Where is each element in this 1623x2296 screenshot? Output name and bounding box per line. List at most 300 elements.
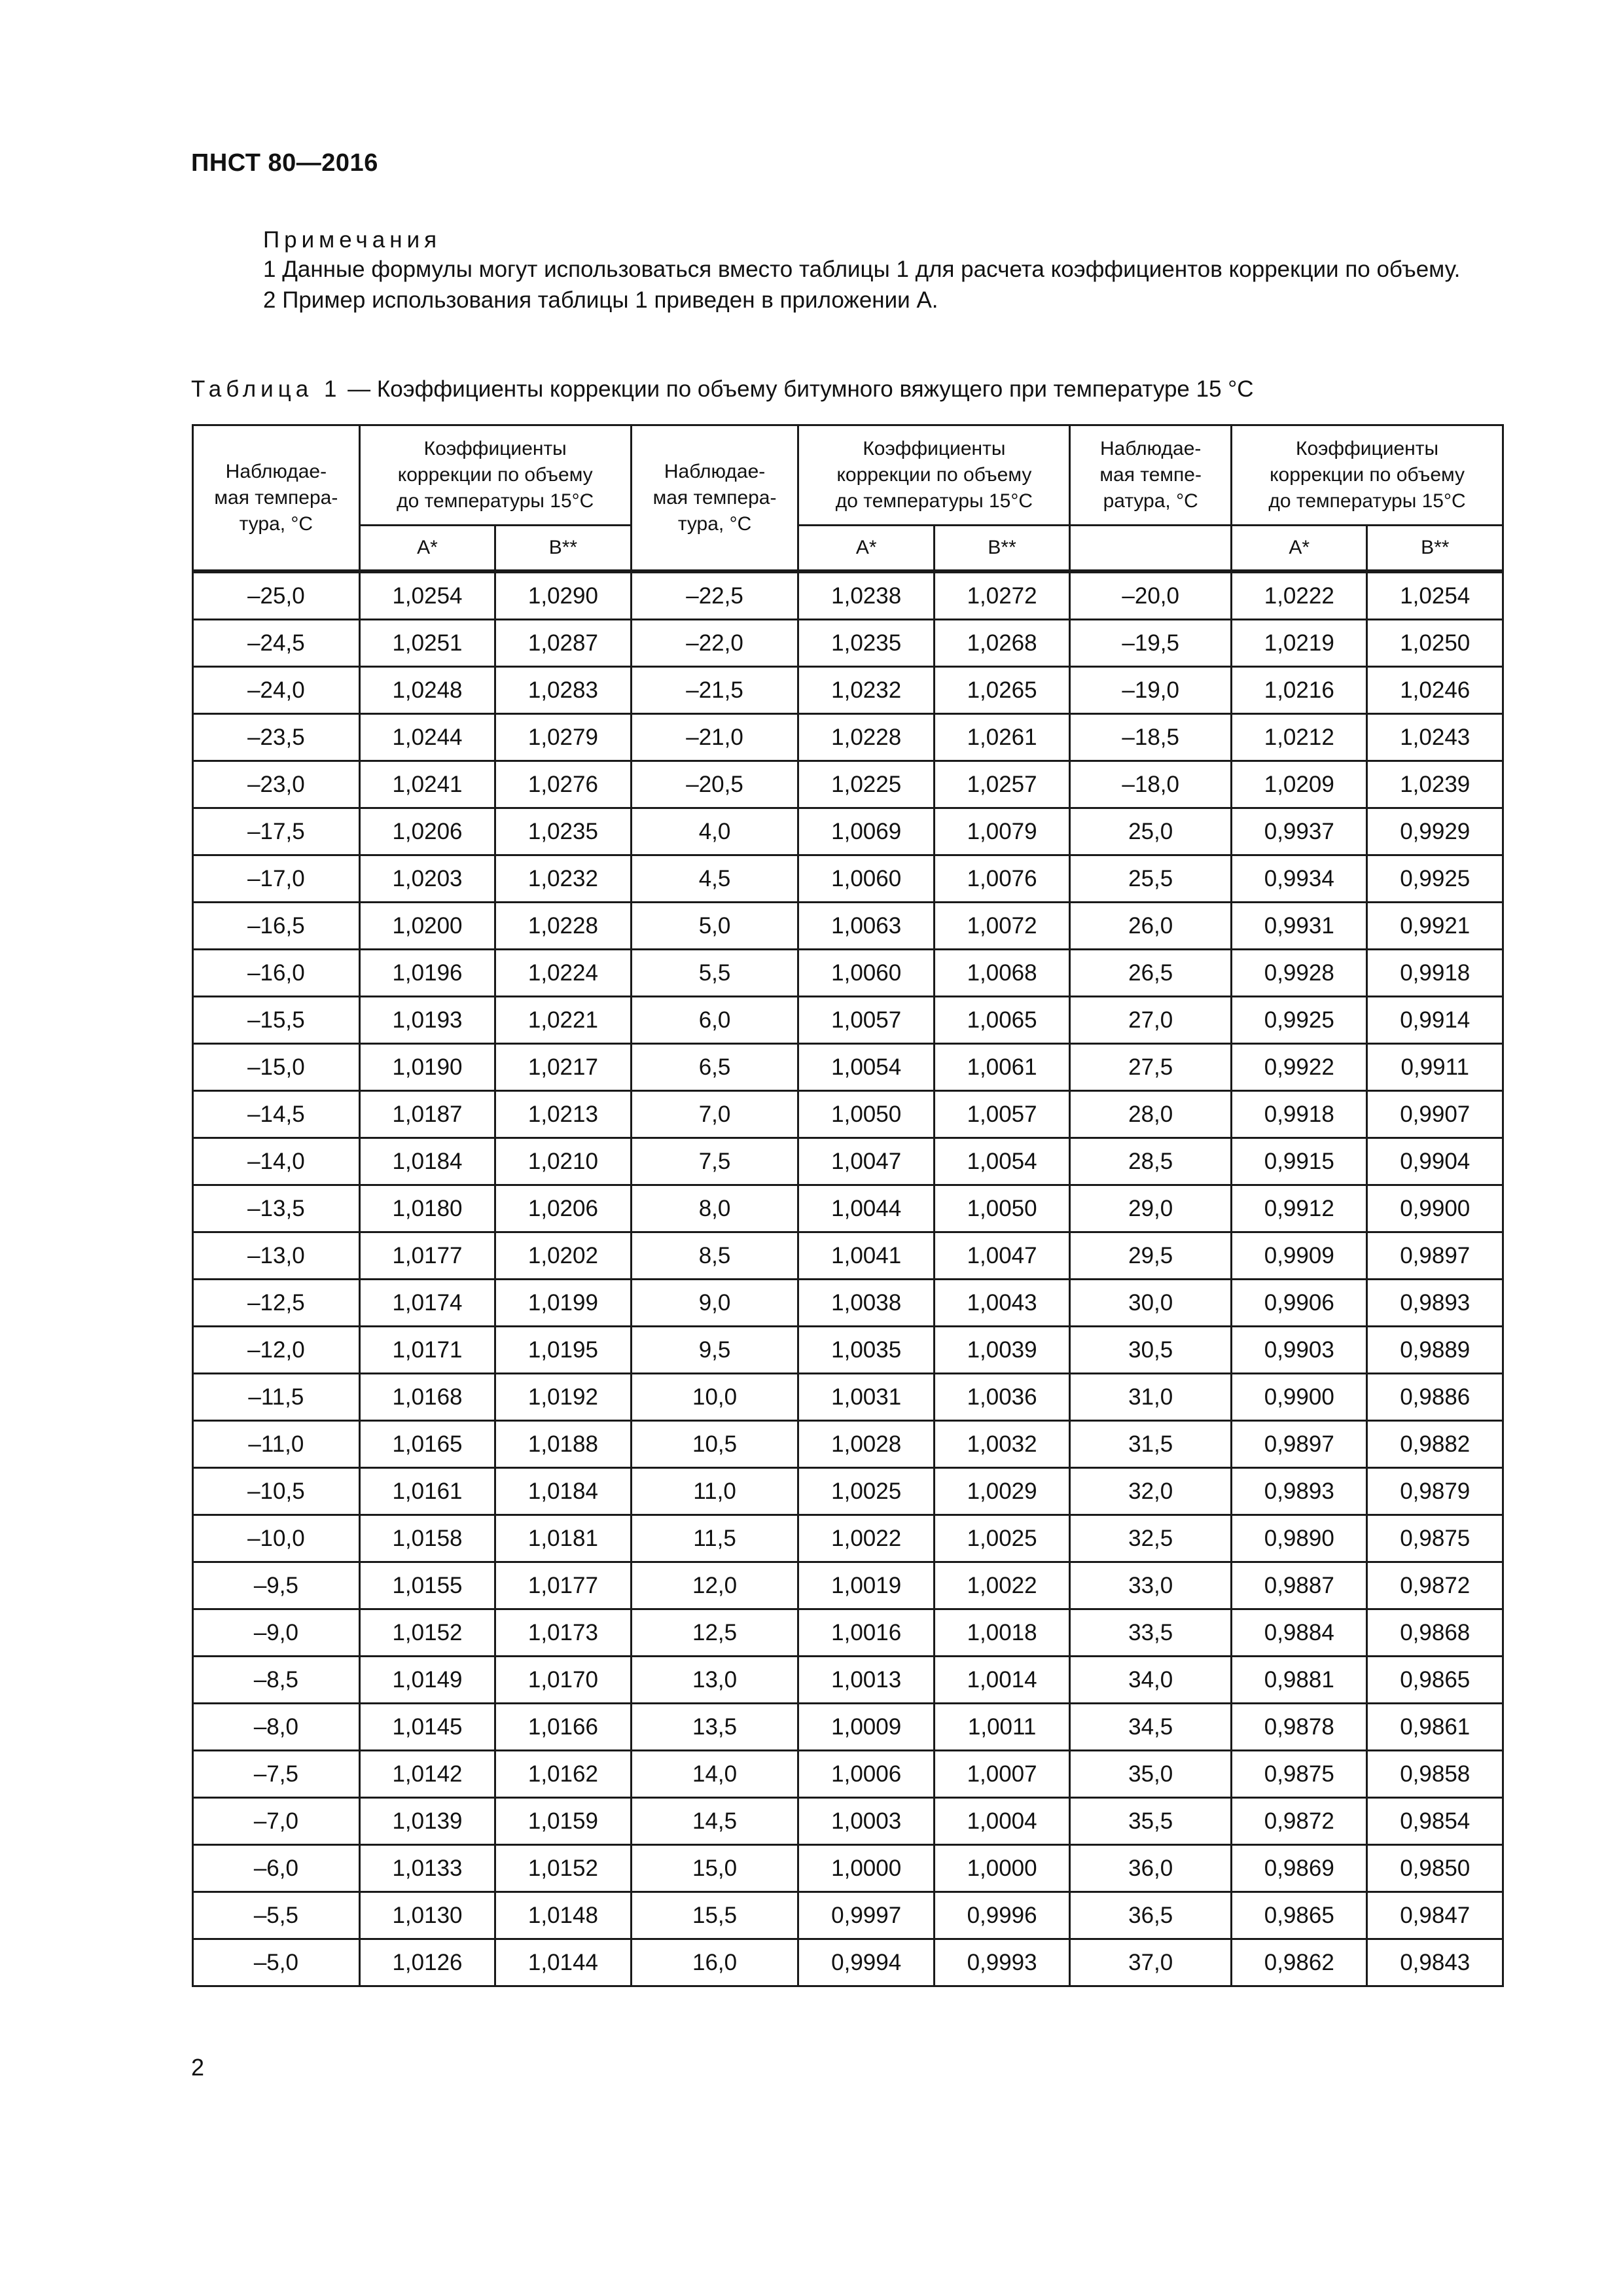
table-cell: 1,0028 — [798, 1421, 934, 1468]
table-cell: 36,0 — [1070, 1845, 1232, 1892]
table-cell: 0,9865 — [1367, 1657, 1503, 1704]
table-cell: 34,0 — [1070, 1657, 1232, 1704]
table-cell: 1,0190 — [359, 1044, 495, 1091]
table-cell: 12,5 — [631, 1609, 798, 1657]
table-caption-text: — Коэффициенты коррекции по объему битумного вяжущего при температуре 15 °С — [341, 376, 1254, 402]
table-cell: 35,5 — [1070, 1798, 1232, 1845]
table-cell: 1,0139 — [359, 1798, 495, 1845]
table-row — [193, 1704, 1503, 1751]
table-cell: –11,5 — [193, 1374, 360, 1421]
table-cell: 1,0213 — [495, 1091, 631, 1138]
table-cell: 29,5 — [1070, 1232, 1232, 1280]
table-cell: –22,0 — [631, 620, 798, 667]
table-row — [193, 1939, 1503, 1986]
table-row — [193, 1515, 1503, 1562]
table-cell: 1,0063 — [798, 903, 934, 950]
table-cell: 1,0029 — [934, 1468, 1069, 1515]
table-cell: 0,9929 — [1367, 808, 1503, 855]
table-row — [193, 1892, 1503, 1939]
table-cell: 1,0232 — [798, 667, 934, 714]
table-cell: 1,0035 — [798, 1327, 934, 1374]
table-cell: –19,5 — [1070, 620, 1232, 667]
table-cell: 1,0181 — [495, 1515, 631, 1562]
table-cell: 1,0196 — [359, 950, 495, 997]
table-cell: 16,0 — [631, 1939, 798, 1986]
table-cell: –23,0 — [193, 761, 360, 808]
table-cell: 1,0149 — [359, 1657, 495, 1704]
table-cell: –8,5 — [193, 1657, 360, 1704]
table-cell: 6,5 — [631, 1044, 798, 1091]
table-cell: 9,5 — [631, 1327, 798, 1374]
table-cell: 0,9854 — [1367, 1798, 1503, 1845]
table-cell: 0,9869 — [1232, 1845, 1367, 1892]
notes-title: Примечания — [263, 227, 442, 253]
table-cell: 25,5 — [1070, 855, 1232, 903]
table-cell: 0,9881 — [1232, 1657, 1367, 1704]
table-cell: –8,0 — [193, 1704, 360, 1751]
table-cell: 0,9887 — [1232, 1562, 1367, 1609]
table-cell: 14,0 — [631, 1751, 798, 1798]
table-row — [193, 1091, 1503, 1138]
table-cell: –9,5 — [193, 1562, 360, 1609]
table-cell: –17,5 — [193, 808, 360, 855]
table-cell: 1,0039 — [934, 1327, 1069, 1374]
table-cell: 0,9922 — [1232, 1044, 1367, 1091]
table-cell: –21,5 — [631, 667, 798, 714]
table-cell: 1,0238 — [798, 571, 934, 620]
table-cell: 1,0206 — [359, 808, 495, 855]
table-cell: 1,0047 — [798, 1138, 934, 1185]
table-cell: 0,9900 — [1232, 1374, 1367, 1421]
table-cell: –24,5 — [193, 620, 360, 667]
table-cell: 0,9850 — [1367, 1845, 1503, 1892]
table-cell: 1,0025 — [798, 1468, 934, 1515]
table-cell: –20,5 — [631, 761, 798, 808]
table-cell: 1,0250 — [1367, 620, 1503, 667]
table-row — [193, 808, 1503, 855]
table-cell: 1,0152 — [359, 1609, 495, 1657]
table-cell: 0,9996 — [934, 1892, 1069, 1939]
table-cell: 1,0228 — [798, 714, 934, 761]
table-cell: 1,0287 — [495, 620, 631, 667]
table-cell: –13,5 — [193, 1185, 360, 1232]
table-row — [193, 1609, 1503, 1657]
table-cell: 4,0 — [631, 808, 798, 855]
table-cell: 1,0217 — [495, 1044, 631, 1091]
table-cell: 25,0 — [1070, 808, 1232, 855]
table-cell: 1,0031 — [798, 1374, 934, 1421]
table-cell: 33,5 — [1070, 1609, 1232, 1657]
table-row — [193, 1232, 1503, 1280]
table-cell: 0,9879 — [1367, 1468, 1503, 1515]
table-cell: 0,9893 — [1367, 1280, 1503, 1327]
table-cell: 1,0022 — [798, 1515, 934, 1562]
table-cell: 11,5 — [631, 1515, 798, 1562]
table-cell: 1,0193 — [359, 997, 495, 1044]
table-cell: 0,9889 — [1367, 1327, 1503, 1374]
table-cell: 0,9872 — [1367, 1562, 1503, 1609]
table-cell: 1,0276 — [495, 761, 631, 808]
table-cell: 13,5 — [631, 1704, 798, 1751]
table-cell: 1,0225 — [798, 761, 934, 808]
table-cell: 1,0072 — [934, 903, 1069, 950]
table-cell: 1,0171 — [359, 1327, 495, 1374]
table-cell: 1,0188 — [495, 1421, 631, 1468]
table-cell: –5,5 — [193, 1892, 360, 1939]
table-cell: 30,5 — [1070, 1327, 1232, 1374]
table-cell: 0,9878 — [1232, 1704, 1367, 1751]
table-cell: 6,0 — [631, 997, 798, 1044]
table-cell: 0,9843 — [1367, 1939, 1503, 1986]
table-cell: 0,9918 — [1232, 1091, 1367, 1138]
table-cell: 34,5 — [1070, 1704, 1232, 1751]
table-cell: 5,5 — [631, 950, 798, 997]
table-cell: 1,0184 — [359, 1138, 495, 1185]
table-cell: 1,0000 — [798, 1845, 934, 1892]
table-cell: 30,0 — [1070, 1280, 1232, 1327]
table-cell: 0,9858 — [1367, 1751, 1503, 1798]
table-cell: 0,9997 — [798, 1892, 934, 1939]
table-cell: 1,0145 — [359, 1704, 495, 1751]
table-cell: –10,5 — [193, 1468, 360, 1515]
table-cell: 0,9862 — [1232, 1939, 1367, 1986]
table-cell: 1,0254 — [359, 571, 495, 620]
table-cell: 1,0232 — [495, 855, 631, 903]
table-cell: 1,0133 — [359, 1845, 495, 1892]
table-cell: –19,0 — [1070, 667, 1232, 714]
table-cell: 1,0165 — [359, 1421, 495, 1468]
table-cell: 1,0261 — [934, 714, 1069, 761]
table-cell: 0,9865 — [1232, 1892, 1367, 1939]
table-cell: –15,5 — [193, 997, 360, 1044]
table-cell: 0,9931 — [1232, 903, 1367, 950]
table-row — [193, 714, 1503, 761]
table-cell: 1,0054 — [798, 1044, 934, 1091]
table-cell: 1,0177 — [359, 1232, 495, 1280]
table-cell: 1,0032 — [934, 1421, 1069, 1468]
table-cell: 15,0 — [631, 1845, 798, 1892]
table-cell: 1,0050 — [934, 1185, 1069, 1232]
table-cell: 8,0 — [631, 1185, 798, 1232]
table-cell: 1,0069 — [798, 808, 934, 855]
table-cell: 1,0177 — [495, 1562, 631, 1609]
table-cell: 1,0228 — [495, 903, 631, 950]
table-cell: 0,9937 — [1232, 808, 1367, 855]
table-cell: –25,0 — [193, 571, 360, 620]
table-cell: 0,9890 — [1232, 1515, 1367, 1562]
note-1: 1 Данные формулы могут использоваться вместо таблицы 1 для расчета коэффициентов коррекции по объему. — [263, 257, 1461, 282]
table-cell: –14,0 — [193, 1138, 360, 1185]
table-cell: –18,5 — [1070, 714, 1232, 761]
table-cell: 1,0173 — [495, 1609, 631, 1657]
table-cell: 0,9903 — [1232, 1327, 1367, 1374]
table-cell: 1,0038 — [798, 1280, 934, 1327]
table-cell: 0,9861 — [1367, 1704, 1503, 1751]
table-cell: 1,0187 — [359, 1091, 495, 1138]
table-row — [193, 667, 1503, 714]
header-col-b-1: В** — [495, 526, 631, 572]
table-cell: 0,9915 — [1232, 1138, 1367, 1185]
table-cell: 1,0184 — [495, 1468, 631, 1515]
table-cell: 1,0043 — [934, 1280, 1069, 1327]
table-cell: 0,9897 — [1367, 1232, 1503, 1280]
table-cell: –12,0 — [193, 1327, 360, 1374]
table-cell: 0,9906 — [1232, 1280, 1367, 1327]
table-cell: 0,9868 — [1367, 1609, 1503, 1657]
table-cell: 1,0290 — [495, 571, 631, 620]
table-cell: 11,0 — [631, 1468, 798, 1515]
table-cell: 10,5 — [631, 1421, 798, 1468]
table-cell: 1,0006 — [798, 1751, 934, 1798]
page-number: 2 — [191, 2054, 205, 2081]
table-caption — [191, 376, 1254, 403]
table-cell: 1,0007 — [934, 1751, 1069, 1798]
table-cell: –16,5 — [193, 903, 360, 950]
table-cell: 0,9900 — [1367, 1185, 1503, 1232]
header-temperature-3: Наблюдае- мая темпе- ратура, °С — [1070, 425, 1232, 526]
table-cell: 1,0000 — [934, 1845, 1069, 1892]
table-cell: 32,0 — [1070, 1468, 1232, 1515]
table-cell: 29,0 — [1070, 1185, 1232, 1232]
table-cell: 0,9882 — [1367, 1421, 1503, 1468]
table-caption-label: Таблица 1 — [191, 376, 342, 402]
table-cell: 0,9934 — [1232, 855, 1367, 903]
table-cell: 1,0159 — [495, 1798, 631, 1845]
table-cell: 1,0254 — [1367, 571, 1503, 620]
table-cell: 13,0 — [631, 1657, 798, 1704]
header-temperature-3-blank — [1070, 526, 1232, 572]
table-cell: 1,0057 — [798, 997, 934, 1044]
table-cell: 1,0174 — [359, 1280, 495, 1327]
table-cell: –5,0 — [193, 1939, 360, 1986]
table-cell: 1,0161 — [359, 1468, 495, 1515]
table-cell: –13,0 — [193, 1232, 360, 1280]
table-cell: 1,0019 — [798, 1562, 934, 1609]
table-row — [193, 1185, 1503, 1232]
table-cell: 1,0011 — [934, 1704, 1069, 1751]
table-cell: 0,9904 — [1367, 1138, 1503, 1185]
header-col-a-1: А* — [359, 526, 495, 572]
table-cell: –21,0 — [631, 714, 798, 761]
table-cell: 0,9897 — [1232, 1421, 1367, 1468]
table-cell: 0,9907 — [1367, 1091, 1503, 1138]
table-cell: 1,0044 — [798, 1185, 934, 1232]
table-cell: 1,0142 — [359, 1751, 495, 1798]
table-row — [193, 620, 1503, 667]
table-cell: 28,0 — [1070, 1091, 1232, 1138]
table-cell: 0,9872 — [1232, 1798, 1367, 1845]
table-cell: 1,0018 — [934, 1609, 1069, 1657]
table-cell: 1,0251 — [359, 620, 495, 667]
table-row — [193, 1374, 1503, 1421]
table-cell: 10,0 — [631, 1374, 798, 1421]
table-cell: 0,9875 — [1367, 1515, 1503, 1562]
table-cell: 33,0 — [1070, 1562, 1232, 1609]
table-cell: 1,0265 — [934, 667, 1069, 714]
table-cell: 1,0013 — [798, 1657, 934, 1704]
header-coefficients-3: Коэффициенты коррекции по объему до температуры 15°С — [1232, 425, 1503, 526]
table-cell: 1,0195 — [495, 1327, 631, 1374]
table-cell: 15,5 — [631, 1892, 798, 1939]
table-cell: –17,0 — [193, 855, 360, 903]
table-row — [193, 571, 1503, 620]
table-cell: 31,0 — [1070, 1374, 1232, 1421]
table-cell: 7,5 — [631, 1138, 798, 1185]
table-cell: 1,0246 — [1367, 667, 1503, 714]
table-cell: –24,0 — [193, 667, 360, 714]
table-cell: 1,0148 — [495, 1892, 631, 1939]
table-row — [193, 1280, 1503, 1327]
table-cell: 27,0 — [1070, 997, 1232, 1044]
table-cell: 7,0 — [631, 1091, 798, 1138]
table-cell: 1,0025 — [934, 1515, 1069, 1562]
table-cell: 1,0206 — [495, 1185, 631, 1232]
header-coefficients-2: Коэффициенты коррекции по объему до температуры 15°С — [798, 425, 1070, 526]
table-cell: 9,0 — [631, 1280, 798, 1327]
table-cell: 0,9847 — [1367, 1892, 1503, 1939]
table-cell: 1,0257 — [934, 761, 1069, 808]
table-cell: 1,0279 — [495, 714, 631, 761]
table-cell: –10,0 — [193, 1515, 360, 1562]
table-cell: 0,9993 — [934, 1939, 1069, 1986]
table-cell: 1,0158 — [359, 1515, 495, 1562]
table-cell: 1,0022 — [934, 1562, 1069, 1609]
table-cell: 1,0180 — [359, 1185, 495, 1232]
table-row — [193, 1845, 1503, 1892]
header-col-b-3: В** — [1367, 526, 1503, 572]
table-cell: 1,0054 — [934, 1138, 1069, 1185]
table-cell: –7,5 — [193, 1751, 360, 1798]
table-cell: 1,0241 — [359, 761, 495, 808]
table-cell: 1,0283 — [495, 667, 631, 714]
table-cell: 1,0216 — [1232, 667, 1367, 714]
table-cell: 1,0221 — [495, 997, 631, 1044]
table-cell: 1,0212 — [1232, 714, 1367, 761]
header-coefficients-1: Коэффициенты коррекции по объему до температуры 15°С — [359, 425, 631, 526]
table-row — [193, 1421, 1503, 1468]
table-cell: 1,0243 — [1367, 714, 1503, 761]
table-cell: 0,9886 — [1367, 1374, 1503, 1421]
table-cell: 28,5 — [1070, 1138, 1232, 1185]
table-cell: 1,0248 — [359, 667, 495, 714]
table-cell: –16,0 — [193, 950, 360, 997]
table-cell: 1,0155 — [359, 1562, 495, 1609]
table-cell: 1,0235 — [495, 808, 631, 855]
table-cell: –15,0 — [193, 1044, 360, 1091]
table-cell: –18,0 — [1070, 761, 1232, 808]
table-row — [193, 950, 1503, 997]
table-cell: 26,5 — [1070, 950, 1232, 997]
table-cell: 1,0152 — [495, 1845, 631, 1892]
table-cell: 1,0057 — [934, 1091, 1069, 1138]
table-cell: –23,5 — [193, 714, 360, 761]
table-cell: –22,5 — [631, 571, 798, 620]
table-row — [193, 997, 1503, 1044]
header-col-a-3: А* — [1232, 526, 1367, 572]
table-cell: 8,5 — [631, 1232, 798, 1280]
table-cell: 36,5 — [1070, 1892, 1232, 1939]
table-row — [193, 1044, 1503, 1091]
table-cell: 1,0047 — [934, 1232, 1069, 1280]
table-cell: 1,0272 — [934, 571, 1069, 620]
table-cell: 1,0003 — [798, 1798, 934, 1845]
table-row — [193, 855, 1503, 903]
table-row — [193, 1327, 1503, 1374]
table-row — [193, 1657, 1503, 1704]
header-temperature-2: Наблюдае- мая темпера- тура, °С — [631, 425, 798, 572]
table-cell: 1,0004 — [934, 1798, 1069, 1845]
table-cell: 1,0041 — [798, 1232, 934, 1280]
table-row — [193, 761, 1503, 808]
table-cell: 1,0061 — [934, 1044, 1069, 1091]
table-cell: 35,0 — [1070, 1751, 1232, 1798]
table-cell: 0,9875 — [1232, 1751, 1367, 1798]
table-cell: 0,9893 — [1232, 1468, 1367, 1515]
table-cell: 26,0 — [1070, 903, 1232, 950]
table-cell: –20,0 — [1070, 571, 1232, 620]
table-cell: 1,0244 — [359, 714, 495, 761]
table-cell: –14,5 — [193, 1091, 360, 1138]
table-cell: 1,0239 — [1367, 761, 1503, 808]
table-cell: 0,9911 — [1367, 1044, 1503, 1091]
table-cell: 1,0192 — [495, 1374, 631, 1421]
table-cell: 1,0170 — [495, 1657, 631, 1704]
table-cell: 1,0200 — [359, 903, 495, 950]
table-cell: 12,0 — [631, 1562, 798, 1609]
table-row — [193, 1138, 1503, 1185]
table-cell: 31,5 — [1070, 1421, 1232, 1468]
table-cell: 1,0209 — [1232, 761, 1367, 808]
table-cell: 1,0168 — [359, 1374, 495, 1421]
table-cell: –9,0 — [193, 1609, 360, 1657]
table-cell: 1,0016 — [798, 1609, 934, 1657]
table-cell: 1,0162 — [495, 1751, 631, 1798]
notes-block — [191, 225, 1504, 315]
header-temperature-1: Наблюдае- мая темпера- тура, °С — [193, 425, 360, 572]
table-cell: 0,9884 — [1232, 1609, 1367, 1657]
table-cell: 4,5 — [631, 855, 798, 903]
table-cell: 1,0222 — [1232, 571, 1367, 620]
table-cell: 0,9918 — [1367, 950, 1503, 997]
table-cell: 0,9914 — [1367, 997, 1503, 1044]
table-cell: 5,0 — [631, 903, 798, 950]
document-header: ПНСТ 80—2016 — [191, 149, 378, 177]
table-cell: 1,0068 — [934, 950, 1069, 997]
table-cell: 1,0065 — [934, 997, 1069, 1044]
table-cell: –6,0 — [193, 1845, 360, 1892]
table-cell: 0,9912 — [1232, 1185, 1367, 1232]
table-cell: 1,0144 — [495, 1939, 631, 1986]
table-cell: 1,0126 — [359, 1939, 495, 1986]
table-row — [193, 903, 1503, 950]
table-cell: 0,9909 — [1232, 1232, 1367, 1280]
table-cell: 1,0224 — [495, 950, 631, 997]
table-cell: 1,0199 — [495, 1280, 631, 1327]
table-cell: 1,0130 — [359, 1892, 495, 1939]
table-cell: 1,0050 — [798, 1091, 934, 1138]
table-cell: 1,0060 — [798, 855, 934, 903]
table-body — [193, 571, 1503, 1986]
table-cell: 1,0268 — [934, 620, 1069, 667]
table-cell: 1,0036 — [934, 1374, 1069, 1421]
table-cell: 27,5 — [1070, 1044, 1232, 1091]
table-cell: 0,9928 — [1232, 950, 1367, 997]
table-cell: 37,0 — [1070, 1939, 1232, 1986]
note-2: 2 Пример использования таблицы 1 приведен в приложении А. — [263, 287, 938, 313]
table-cell: 1,0235 — [798, 620, 934, 667]
table-cell: –11,0 — [193, 1421, 360, 1468]
table-cell: 0,9925 — [1232, 997, 1367, 1044]
